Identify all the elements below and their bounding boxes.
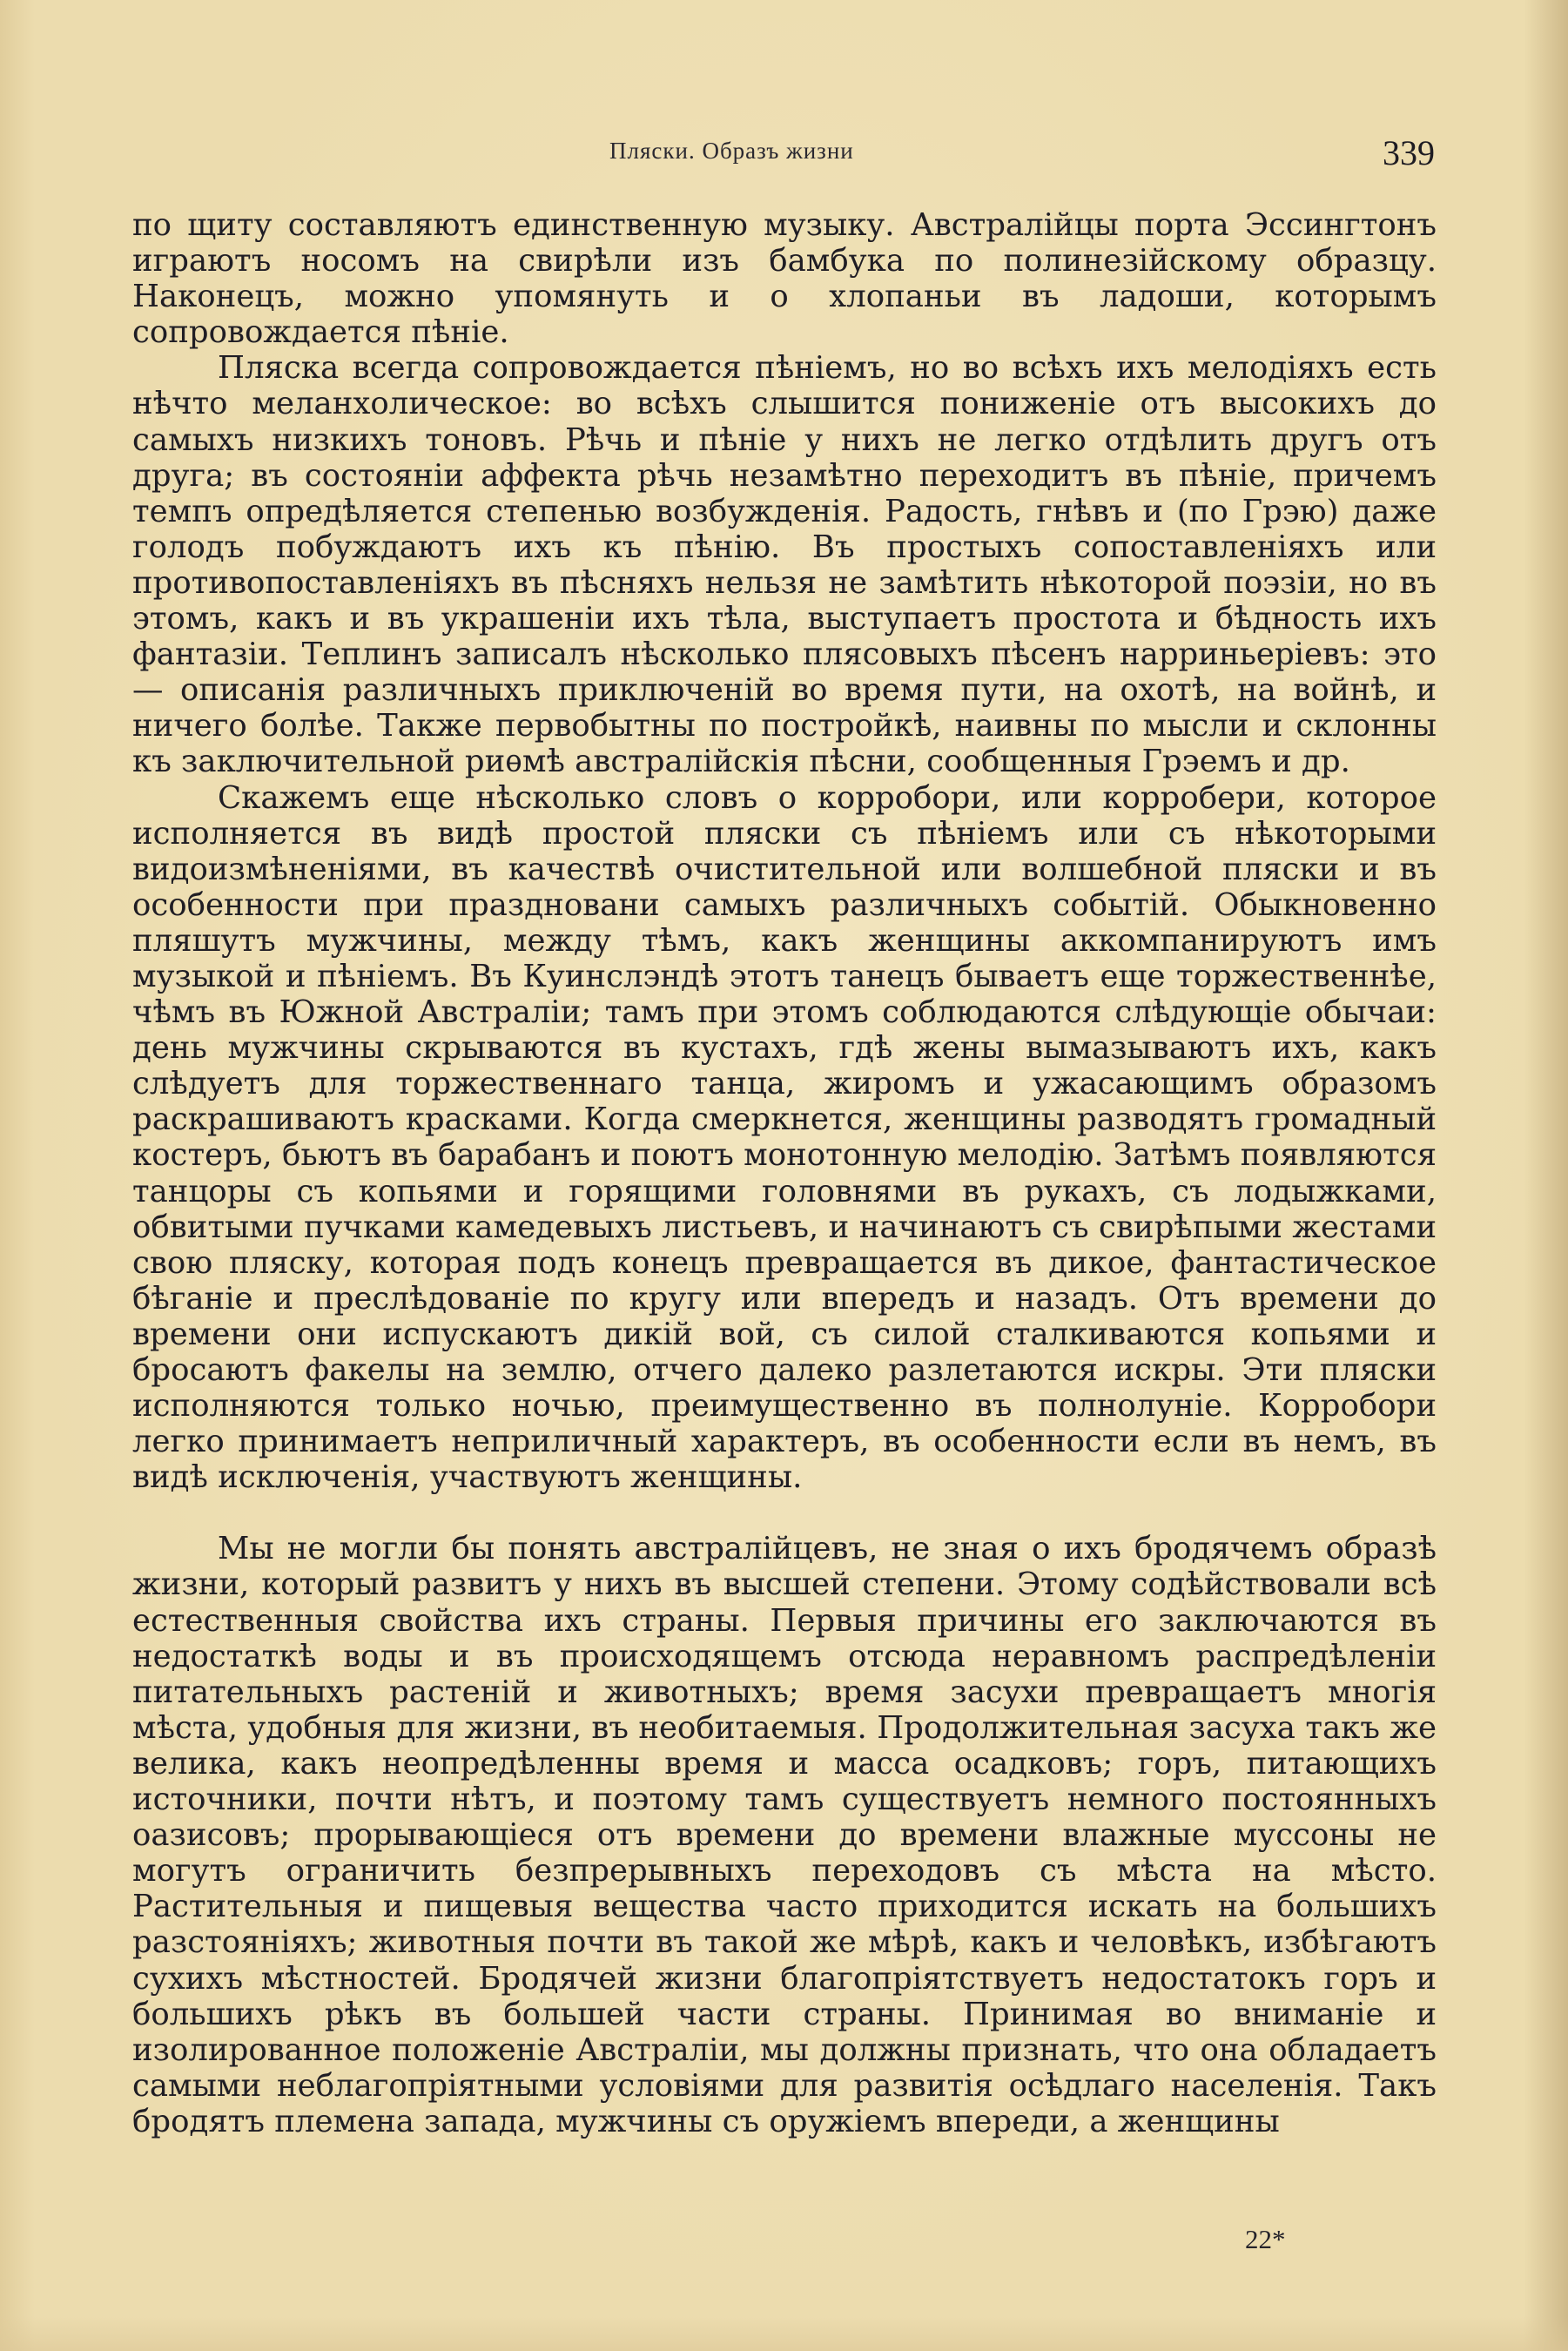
- page-number: 339: [1383, 133, 1435, 172]
- body-text: [132, 207, 1437, 2139]
- printer-signature: 22*: [1245, 2224, 1286, 2254]
- page-edge: [0, 2316, 1568, 2351]
- paragraph-continued: по щиту составляютъ единственную музыку. Австралійцы порта Эссингтонъ играютъ носомъ на свирѣли изъ бамбука по полинезійскому образцу. Наконецъ, можно упомянуть и о хлопаньи въ ладоши, которымъ сопровождается пѣніе.: [132, 207, 1437, 351]
- paragraph-dance-singing: Пляска всегда сопровождается пѣніемъ, но во всѣхъ ихъ мелодіяхъ есть нѣчто меланхолическое: во всѣхъ слышится пониженіе отъ высокихъ до самыхъ низкихъ тоновъ. Рѣчь и пѣніе у нихъ не легко отдѣлить другъ отъ друга; въ состояніи аффекта рѣчь незамѣтно переходитъ въ пѣніе, причемъ темпъ опредѣляется степенью возбужденія. Радость, гнѣвъ и (по Грэю) даже голодъ побуждаютъ ихъ къ пѣнію. Въ простыхъ сопоставленіяхъ или противопоставленіяхъ въ пѣсняхъ нельзя не замѣтить нѣкоторой поэзіи, но въ этомъ, какъ и въ украшеніи ихъ тѣла, выступаетъ простота и бѣдность ихъ фантазіи. Теплинъ записалъ нѣсколько плясовыхъ пѣсенъ нарриньеріевъ: это — описанія различныхъ приключеній во время пути, на охотѣ, на войнѣ, и ничего болѣе. Также первобытны по постройкѣ, наивны по мысли и склонны къ заключительной риѳмѣ австралійскія пѣсни, сообщенныя Грэемъ и др.: [132, 350, 1437, 780]
- paragraph-corroboree: Скажемъ еще нѣсколько словъ о корробори, или корробери, которое исполняется въ видѣ простой пляски съ пѣніемъ или съ нѣкоторыми видоизмѣненіями, въ качествѣ очистительной или волшебной пляски и въ особенности при праздновани самыхъ различныхъ событій. Обыкновенно пляшутъ мужчины, между тѣмъ, какъ женщины аккомпанируютъ имъ музыкой и пѣніемъ. Въ Куинслэндѣ этотъ танецъ бываетъ еще торжественнѣе, чѣмъ въ Южной Австраліи; тамъ при этомъ соблюдаются слѣдующіе обычаи: день мужчины скрываются въ кустахъ, гдѣ жены вымазываютъ ихъ, какъ слѣдуетъ для торжественнаго танца, жиромъ и ужасающимъ образомъ раскрашиваютъ красками. Когда смеркнется, женщины разводятъ громадный костеръ, бьютъ въ барабанъ и поютъ монотонную мелодію. Затѣмъ появляются танцоры съ копьями и горящими головнями въ рукахъ, съ лодыжками, обвитыми пучками камедевыхъ листьевъ, и начинаютъ съ свирѣпыми жестами свою пляску, которая подъ конецъ превращается въ дикое, фантастическое бѣганіе и преслѣдованіе по кругу или впередъ и назадъ. Отъ времени до времени они испускаютъ дикій вой, съ силой сталкиваются копьями и бросаютъ факелы на землю, отчего далеко разлетаются искры. Эти пляски исполняются только ночью, преимущественно въ полнолуніе. Корробори легко принимаетъ неприличный характеръ, въ особенности если въ немъ, въ видѣ исключенія, участвуютъ женщины.: [132, 779, 1437, 1496]
- running-head: [0, 132, 1568, 176]
- paragraph-nomadic-life: Мы не могли бы понять австралійцевъ, не зная о ихъ бродячемъ образѣ жизни, который развитъ у нихъ въ высшей степени. Этому содѣйствовали всѣ естественныя свойства ихъ страны. Первыя причины его заключаются въ недостаткѣ воды и въ происходящемъ отсюда неравномъ распредѣленіи питательныхъ растеній и животныхъ; время засухи превращаетъ многія мѣста, удобныя для жизни, въ необитаемыя. Продолжительная засуха такъ же велика, какъ неопредѣленны время и масса осадковъ; горъ, питающихъ источники, почти нѣтъ, и поэтому тамъ существуетъ немного постоянныхъ оазисовъ; прорывающіеся отъ времени до времени влажные муссоны не могутъ ограничить безпрерывныхъ переходовъ съ мѣста на мѣсто. Растительныя и пищевыя вещества часто приходится искать на большихъ разстояніяхъ; животныя почти въ такой же мѣрѣ, какъ и человѣкъ, избѣгаютъ сухихъ мѣстностей. Бродячей жизни благопріятствуетъ недостатокъ горъ и большихъ рѣкъ въ большей части страны. Принимая во вниманіе и изолированное положеніе Австраліи, мы должны признать, что она обладаетъ самыми неблагопріятными условіями для развитія осѣдлаго населенія. Такъ бродятъ племена запада, мужчины съ оружіемъ впереди, а женщины: [132, 1531, 1437, 2139]
- running-title: Пляски. Образъ жизни: [609, 138, 854, 164]
